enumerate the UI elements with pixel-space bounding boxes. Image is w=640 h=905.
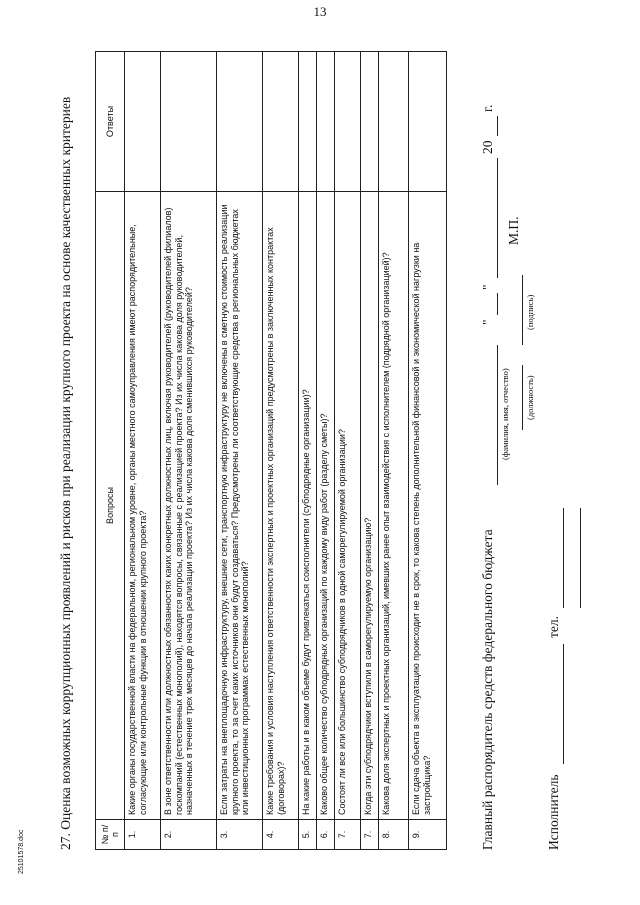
table-row xyxy=(217,52,263,850)
date-year-line xyxy=(497,116,498,136)
row-number: 1. xyxy=(125,820,161,850)
executor-label: Исполнитель xyxy=(546,774,561,850)
row-number: 7. xyxy=(361,820,379,850)
chief-label: Главный распорядитель средств федерального бюджета xyxy=(480,529,495,850)
table-row xyxy=(317,52,335,850)
table-row xyxy=(379,52,409,850)
row-answer xyxy=(317,52,335,192)
date-quote-close: " xyxy=(480,284,495,290)
row-question: Какова доля экспертных и проектных организаций, имевших ранее опыт взаимодействия с исполнителем (подрядной организацией)? xyxy=(379,192,409,820)
fio-caption: (фамилия, имя, отчество) xyxy=(500,368,510,460)
table-row xyxy=(299,52,317,850)
row-number: 4. xyxy=(263,820,299,850)
table-row xyxy=(161,52,217,850)
row-question: Каково общее количество субподрядных организаций по каждому виду работ (разделу сметы)? xyxy=(317,192,335,820)
row-number: 8. xyxy=(379,820,409,850)
phone-line xyxy=(563,508,564,608)
executor-extra-line xyxy=(580,508,581,608)
header-questions: Вопросы xyxy=(96,192,125,820)
header-answers: Ответы xyxy=(96,52,125,192)
questions-table xyxy=(95,51,447,850)
table-row xyxy=(263,52,299,850)
row-answer xyxy=(125,52,161,192)
section-title: 27. Оценка возможных коррупционных проявлений и рисков при реализации крупного проекта на основе качественных критериев xyxy=(58,96,73,850)
row-question: Какие требования и условия наступления ответственности экспертных и проектных организаций предусмотрены в заключенных контрактах (договорах)? xyxy=(263,192,299,820)
doc-reference: 25101578.doc xyxy=(18,829,25,874)
date-year-suffix: г. xyxy=(480,104,495,112)
row-question: В зоне ответственности или должностных обязанностях каких конкретных должностных лиц, включая руководителей (руководителей филиалов) госкомпаний (естественных монополий), находятся вопросы, связанные с реализацией проекта? Из их числа какова доля руководителей, назначенных в течение трех месяцев до начала реализации проекта? Из их числа какова доля сменившихся руководителей? xyxy=(161,192,217,820)
date-month-line xyxy=(497,158,498,278)
date-year-prefix: 20 xyxy=(480,140,495,154)
row-answer xyxy=(263,52,299,192)
table-row xyxy=(335,52,361,850)
page-number: 13 xyxy=(313,4,327,19)
rotated-page-content xyxy=(58,50,630,850)
row-question: На какие работы и в каком объеме будут привлекаться соисполнители (субподрядные организации)? xyxy=(299,192,317,820)
row-answer xyxy=(217,52,263,192)
table-row xyxy=(125,52,161,850)
row-number: 2. xyxy=(161,820,217,850)
signature-line xyxy=(522,275,523,345)
row-question: Состоят ли все или большинство субподрядчиков в одной саморегулируемой организации? xyxy=(335,192,361,820)
row-question: Если сдача объекта в эксплуатацию происходит не в срок, то какова степень дополнительной финансовой и экономической нагрузки на застройщика? xyxy=(409,192,447,820)
position-line xyxy=(522,365,523,430)
row-question: Какие органы государственной власти на федеральном, региональном уровне, органы местного самоуправления имеют распорядительные, согласующие или контрольные функции в отношении крупного проекта? xyxy=(125,192,161,820)
phone-label: тел. xyxy=(546,615,561,638)
row-number: 3. xyxy=(217,820,263,850)
date-day-line xyxy=(497,293,498,315)
position-caption: (должность) xyxy=(525,375,535,420)
row-answer xyxy=(161,52,217,192)
row-number: 9. xyxy=(409,820,447,850)
row-question: Если затраты на внеплощадочную инфраструктуру, внешние сети, транспортную инфраструктуру не включены в сметную стоимость реализации крупного проекта, то за счет каких источников они будут создаваться? Предусмотрены ли соответствующие средства в региональных бюджетах или инвестиционных программах естественных монополий? xyxy=(217,192,263,820)
row-question: Когда эти субподрядчики вступили в саморегулируемую организацию? xyxy=(361,192,379,820)
executor-line xyxy=(563,644,564,764)
table-row xyxy=(409,52,447,850)
row-answer xyxy=(335,52,361,192)
row-answer xyxy=(409,52,447,192)
signature-caption: (подпись) xyxy=(525,294,535,330)
date-quote-open: " xyxy=(480,319,495,325)
table-header-row xyxy=(96,52,125,850)
table-row xyxy=(361,52,379,850)
row-answer xyxy=(361,52,379,192)
seal-mark: М.П. xyxy=(506,216,521,245)
row-answer xyxy=(299,52,317,192)
signature-block xyxy=(480,50,600,850)
row-number: 7. xyxy=(335,820,361,850)
row-number: 5. xyxy=(299,820,317,850)
fio-line xyxy=(497,345,498,485)
row-number: 6. xyxy=(317,820,335,850)
header-number: № п/п xyxy=(96,820,125,850)
row-answer xyxy=(379,52,409,192)
